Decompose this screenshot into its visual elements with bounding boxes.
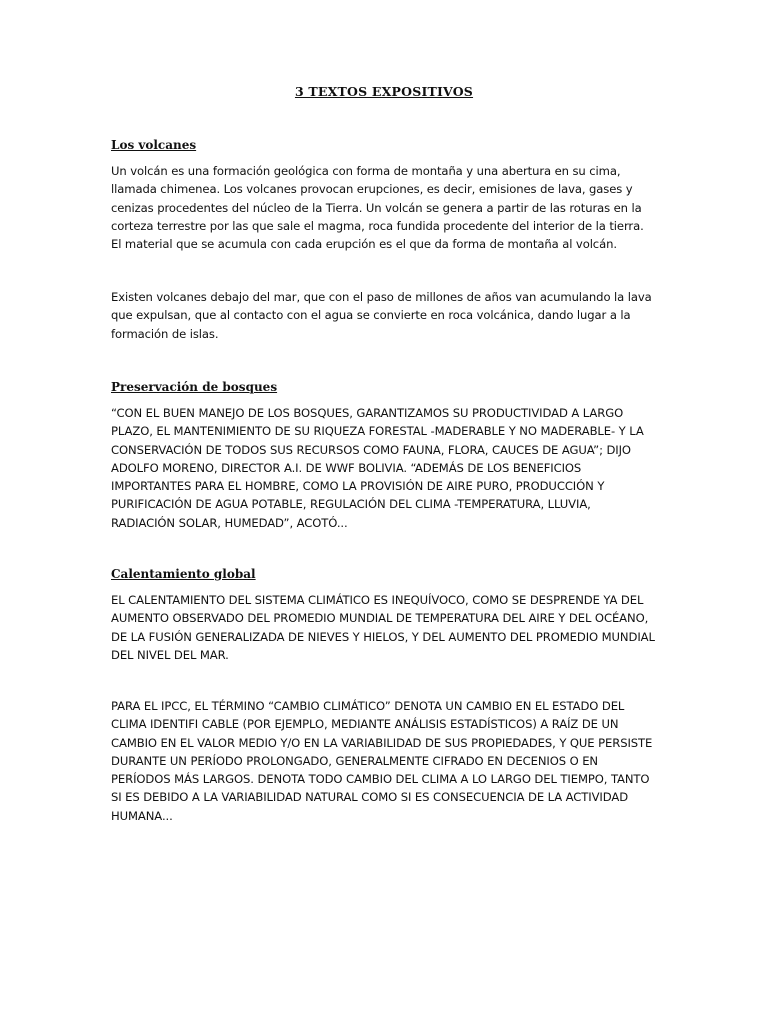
text-line: CLIMA IDENTIFI CABLE (POR EJEMPLO, MEDIANTE ANÁLISIS ESTADÍSTICOS) A RAÍZ DE UN xyxy=(111,717,619,732)
text-line: PURIFICACIÓN DE AGUA POTABLE, REGULACIÓN DEL CLIMA -TEMPERATURA, LLUVIA, xyxy=(111,497,591,512)
paragraph-calentamiento-1 xyxy=(111,591,671,664)
text-line: RADIACIÓN SOLAR, HUMEDAD”, ACOTÓ... xyxy=(111,515,348,530)
paragraph-volcanes-2 xyxy=(111,288,671,343)
paragraph-volcanes-1 xyxy=(111,162,671,253)
text-line: EL CALENTAMIENTO DEL SISTEMA CLIMÁTICO ES INEQUÍVOCO, COMO SE DESPRENDE YA DEL xyxy=(111,593,644,607)
text-line: llamada chimenea. Los volcanes provocan erupciones, es decir, emisiones de lava, gases y xyxy=(111,182,633,197)
text-line: “CON EL BUEN MANEJO DE LOS BOSQUES, GARANTIZAMOS SU PRODUCTIVIDAD A LARGO xyxy=(111,406,624,420)
text-line: AUMENTO OBSERVADO DEL PROMEDIO MUNDIAL DE TEMPERATURA DEL AIRE Y DEL OCÉANO, xyxy=(111,611,649,626)
text-line: PARA EL IPCC, EL TÉRMINO “CAMBIO CLIMÁTICO” DENOTA UN CAMBIO EN EL ESTADO DEL xyxy=(111,699,625,713)
text-line: IMPORTANTES PARA EL HOMBRE, COMO LA PROVISIÓN DE AIRE PURO, PRODUCCIÓN Y xyxy=(111,479,605,494)
section-heading-volcanes: Los volcanes xyxy=(111,138,197,152)
text-line: ADOLFO MORENO, DIRECTOR A.I. DE WWF BOLIVIA. “ADEMÁS DE LOS BENEFICIOS xyxy=(111,460,582,475)
text-line: PLAZO, EL MANTENIMIENTO DE SU RIQUEZA FORESTAL -MADERABLE Y NO MADERABLE- Y LA xyxy=(111,424,644,439)
text-line: HUMANA... xyxy=(111,808,173,823)
text-line: cenizas procedentes del núcleo de la Tierra. Un volcán se genera a partir de las roturas en la xyxy=(111,200,642,215)
text-line: DE LA FUSIÓN GENERALIZADA DE NIEVES Y HIELOS, Y DEL AUMENTO DEL PROMEDIO MUNDIAL xyxy=(111,629,655,644)
document-title: 3 TEXTOS EXPOSITIVOS xyxy=(294,84,474,99)
text-line: corteza terrestre por las que sale el magma, roca fundida procedente del interior de la tierra. xyxy=(111,218,644,233)
text-line: SI ES DEBIDO A LA VARIABILIDAD NATURAL COMO SI ES CONSECUENCIA DE LA ACTIVIDAD xyxy=(111,790,629,805)
paragraph-bosques-1 xyxy=(111,404,671,532)
text-line: DEL NIVEL DEL MAR. xyxy=(111,647,229,662)
section-heading-bosques: Preservación de bosques xyxy=(111,380,278,394)
text-line: PERÍODOS MÁS LARGOS. DENOTA TODO CAMBIO DEL CLIMA A LO LARGO DEL TIEMPO, TANTO xyxy=(111,772,650,787)
paragraph-calentamiento-2 xyxy=(111,697,671,825)
text-line: Un volcán es una formación geológica con forma de montaña y una abertura en su cima, xyxy=(111,164,621,178)
text-line: CAMBIO EN EL VALOR MEDIO Y/O EN LA VARIABILIDAD DE SUS PROPIEDADES, Y QUE PERSISTE xyxy=(111,735,653,750)
text-line: formación de islas. xyxy=(111,326,219,341)
text-line: CONSERVACIÓN DE TODOS SUS RECURSOS COMO FAUNA, FLORA, CAUCES DE AGUA”; DIJO xyxy=(111,442,631,457)
section-heading-calentamiento: Calentamiento global xyxy=(111,567,256,581)
text-line: DURANTE UN PERÍODO PROLONGADO, GENERALMENTE CIFRADO EN DECENIOS O EN xyxy=(111,753,598,768)
text-line: El material que se acumula con cada erupción es el que da forma de montaña al volcán. xyxy=(111,237,617,252)
text-line: Existen volcanes debajo del mar, que con el paso de millones de años van acumulando la lava xyxy=(111,290,652,304)
text-line: que expulsan, que al contacto con el agua se convierte en roca volcánica, dando lugar a la xyxy=(111,308,631,323)
